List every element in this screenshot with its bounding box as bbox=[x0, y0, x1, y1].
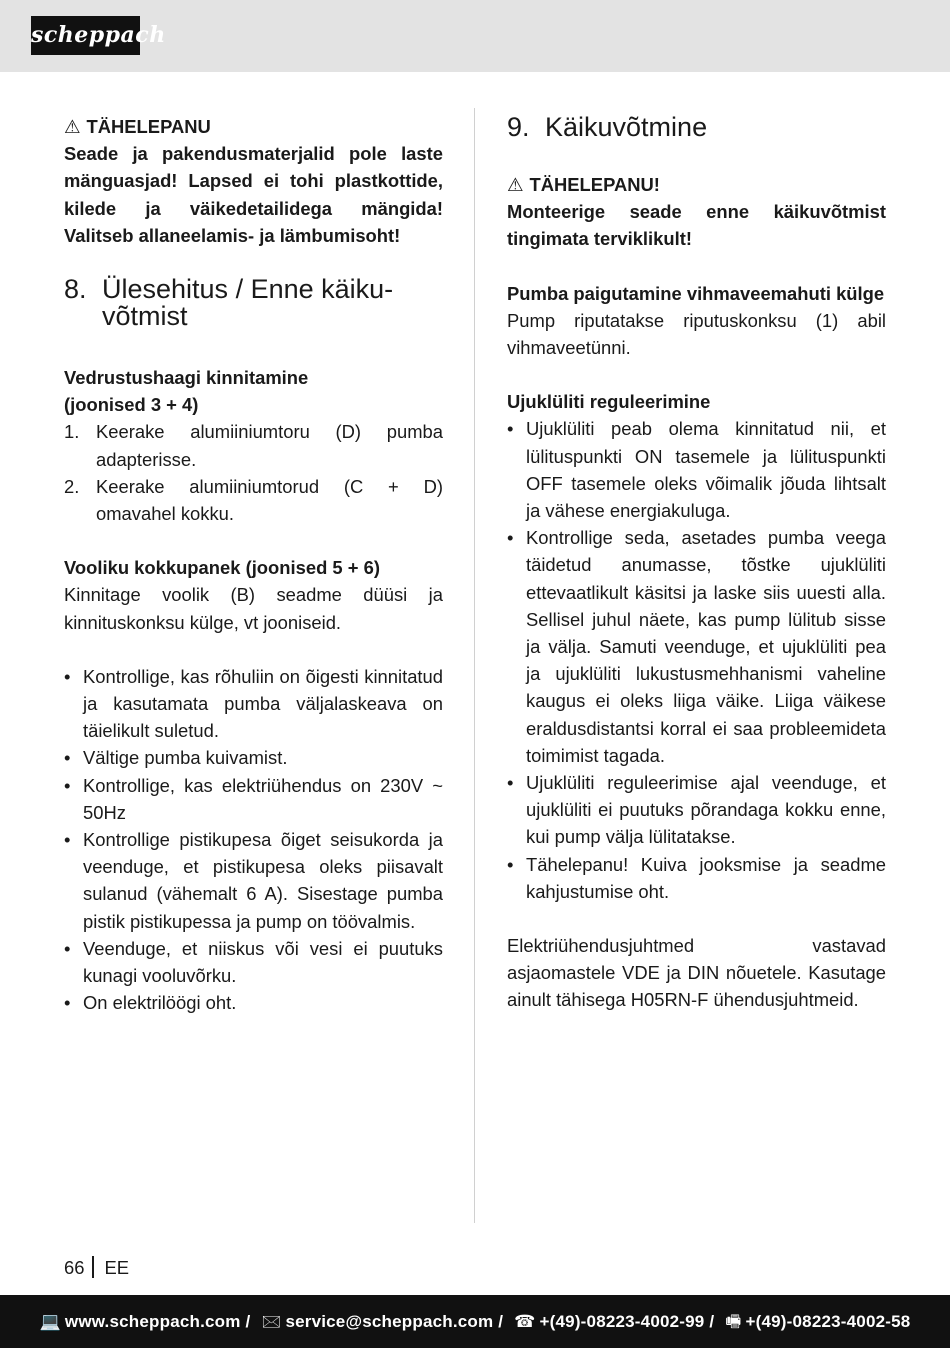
warning-title: TÄHELEPANU bbox=[86, 116, 211, 137]
warning-block bbox=[64, 113, 443, 249]
list-item: • Kontrollige seda, asetades pumba veega täidetud anumasse, tõstke ujuklüliti ettevaatlikult käsitsi ja laske siis uuesti alla. Sellisel juhul näete, kas pump lülitub sisse ja välja. Samuti veenduge, et ujuklüliti pea ja ujuklüliti lukustusmehhanismi vaheline kaugus ei oleks liiga väike. Liiga väikese eraldusdistantsi korral ei saa probleemideta toimimist tagada. bbox=[507, 527, 886, 766]
section-number: 8. bbox=[64, 274, 87, 305]
warning-triangle-icon: ⚠ bbox=[64, 116, 81, 137]
list-item: • Kontrollige, kas elektriühendus on 230V ~ 50Hz bbox=[64, 774, 443, 823]
vedrustus-heading: Vedrustushaagi kinnitamine (joonised 3 + 4) bbox=[64, 367, 309, 416]
list-item: 1. Keerake alumiiniumtoru (D) pumba adapterisse. bbox=[64, 421, 443, 470]
column-divider bbox=[474, 108, 475, 1223]
list-item: • Kontrollige pistikupesa õiget seisukorda ja veenduge, et pistikupesa oleks piisavalt sulanud (vähemalt 6 A). Sisestage pumba pistik pistikupessa ja pump on töövalmis. bbox=[64, 829, 443, 932]
footer-website[interactable]: www.scheppach.com / bbox=[64, 1312, 251, 1331]
list-item: • Kontrollige, kas rõhuliin on õigesti kinnitatud ja kasutamata pumba väljalaskeava on täielikult suletud. bbox=[64, 665, 443, 742]
section-title-line1: Ülesehitus / Enne käiku- bbox=[102, 274, 394, 305]
fax-icon: 🖷 bbox=[725, 1312, 742, 1331]
pumba-heading: Pumba paigutamine vihmaveemahuti külge bbox=[507, 282, 885, 304]
section-title: Käikuvõtmine bbox=[545, 112, 708, 142]
header-bar bbox=[0, 0, 950, 72]
warning-block bbox=[507, 171, 886, 253]
elektri-text: Elektriühendusjuhtmed vastavad asjaomastele VDE ja DIN nõuetele. Kasutage ainult tähisega H05RN-F ühendusjuhtmeid. bbox=[507, 935, 886, 1011]
vooliku-text: Kinnitage voolik (B) seadme düüsi ja kinnituskonksu külge, vt jooniseid. bbox=[64, 584, 443, 633]
list-item: • Tähelepanu! Kuiva jooksmise ja seadme kahjustumise oht. bbox=[507, 853, 886, 902]
right-bullet-list bbox=[507, 415, 886, 905]
list-item: • Ujuklüliti peab olema kinnitatud nii, et lülituspunkti ON tasemele ja lülituspunkti OFF tasemele oleks võimalik jõuda lihtsalt ja vähese energiakuluga. bbox=[507, 418, 886, 522]
warning-text: Monteerige seade enne käikuvõtmist tingimata terviklikult! bbox=[507, 201, 886, 250]
page-number: 66 EE bbox=[64, 1257, 130, 1278]
footer-email[interactable]: service@scheppach.com / bbox=[285, 1312, 504, 1331]
computer-icon: 💻 bbox=[39, 1312, 61, 1331]
page-separator bbox=[92, 1256, 94, 1278]
list-item: • Vältige pumba kuivamist. bbox=[64, 747, 288, 769]
pumba-text: Pump riputatakse riputuskonksu (1) abil vihmaveetünni. bbox=[507, 309, 886, 359]
list-item: • On elektrilöögi oht. bbox=[64, 992, 237, 1014]
section-8-heading bbox=[64, 276, 443, 330]
phone-icon: ☎ bbox=[514, 1312, 536, 1331]
warning-title: TÄHELEPANU! bbox=[529, 174, 660, 195]
left-bullet-list bbox=[64, 663, 443, 1017]
left-column bbox=[64, 113, 443, 1016]
warning-text: Seade ja pakendusmaterjalid pole laste mänguasjad! Lapsed ei tohi plastkottide, kilede ja väikedetailidega mängida! Valitseb allaneelamis- ja lämbumisoht! bbox=[64, 143, 443, 246]
ujuk-heading: Ujuklüliti reguleerimine bbox=[507, 391, 711, 413]
list-item: 2. Keerake alumiiniumtorud (C + D) omavahel kokku. bbox=[64, 475, 443, 525]
list-item: • Veenduge, et niiskus või vesi ei puutuks kunagi vooluvõrku. bbox=[64, 937, 443, 987]
footer-bar bbox=[0, 1295, 950, 1348]
section-9-heading bbox=[507, 114, 886, 141]
list-item: • Ujuklüliti reguleerimise ajal veenduge, et ujuklüliti ei puutuks põrandaga kokku enne, kui pump välja lülitatakse. bbox=[507, 772, 886, 848]
warning-triangle-icon: ⚠ bbox=[507, 174, 524, 195]
right-column bbox=[507, 113, 886, 1014]
footer-fax: +(49)-08223-4002-58 bbox=[745, 1312, 911, 1331]
vedrustus-steps bbox=[64, 418, 443, 527]
section-number: 9. bbox=[507, 112, 530, 142]
section-title-line2: võtmist bbox=[102, 301, 188, 332]
mail-icon: 🖂 bbox=[261, 1312, 282, 1331]
footer-phone: +(49)-08223-4002-99 / bbox=[539, 1312, 715, 1331]
scheppach-logo: scheppach bbox=[31, 16, 140, 55]
vooliku-heading: Vooliku kokkupanek (joonised 5 + 6) bbox=[64, 557, 380, 579]
